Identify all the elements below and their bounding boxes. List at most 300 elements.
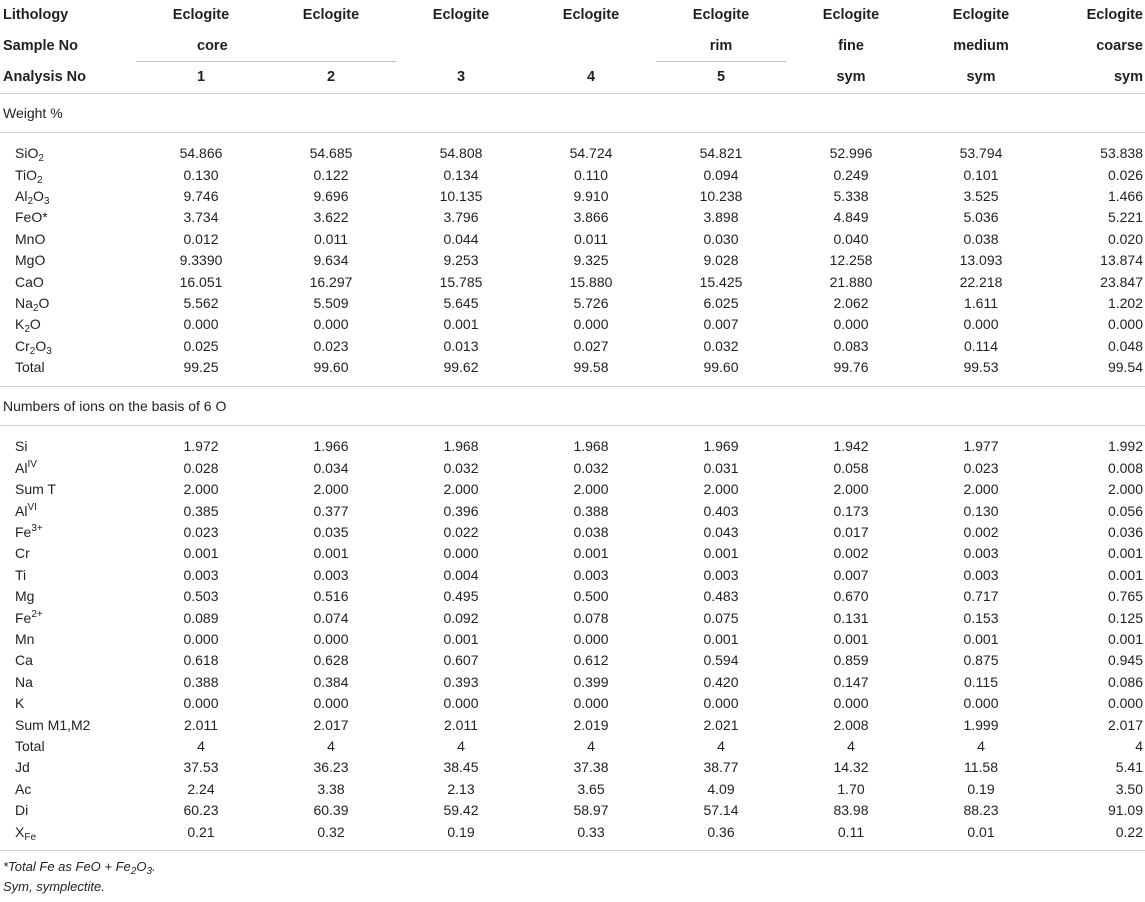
value-cell: 0.19 [447, 823, 475, 840]
value-cell: 0.089 [183, 609, 219, 626]
row-label [0, 735, 136, 756]
value-cell: 0.21 [187, 823, 215, 840]
value-cell: 0.134 [443, 166, 479, 183]
table-row [0, 479, 1145, 500]
table-row [0, 821, 1145, 842]
row-label-label: Al [15, 459, 28, 476]
value-cell: 0.001 [703, 545, 739, 562]
value-cell: 0.044 [443, 230, 479, 247]
footnote-sub: 2 [130, 866, 137, 878]
value-cell: 1.202 [1107, 294, 1143, 311]
row-label-label: Al [15, 502, 28, 519]
value-cell: 2.017 [313, 716, 349, 733]
value-cell: 0.023 [313, 337, 349, 354]
value-cell: 5.726 [573, 294, 609, 311]
value-cell: 0.147 [833, 673, 869, 690]
value-cell: 1.969 [703, 438, 739, 455]
value-cell: 4 [847, 737, 855, 754]
value-cell: 0.001 [443, 316, 479, 333]
row-label-label: Cr [15, 545, 30, 562]
value-cell: 2.011 [444, 716, 478, 733]
row-label-label: Si [15, 438, 28, 455]
value-cell: 0.026 [1107, 166, 1143, 183]
value-cell: 0.384 [313, 673, 349, 690]
value-cell: 2.24 [187, 780, 215, 797]
value-cell: 4 [197, 737, 205, 754]
value-cell: 0.040 [833, 230, 869, 247]
value-cell: 0.388 [183, 673, 219, 690]
value-cell: 9.910 [573, 187, 609, 204]
value-cell: 0.002 [833, 545, 869, 562]
value-cell: 2.000 [573, 481, 609, 498]
row-label-sup: 3+ [31, 523, 43, 535]
value-cell: 2.13 [447, 780, 475, 797]
value-cell: 15.425 [699, 273, 743, 290]
value-cell: 0.032 [703, 337, 739, 354]
value-cell: 0.500 [573, 588, 609, 605]
value-cell: 0.001 [573, 545, 609, 562]
value-cell: 0.32 [317, 823, 345, 840]
value-cell: 0.594 [703, 652, 739, 669]
value-cell: 0.078 [573, 609, 609, 626]
lithology-cell: Eclogite [172, 7, 230, 24]
row-label-label: Al [15, 187, 28, 204]
row-label-label: MnO [15, 230, 46, 247]
value-cell: 2.062 [833, 294, 869, 311]
value-cell: 0.945 [1107, 652, 1143, 669]
footnote-text: . [152, 859, 156, 875]
row-label [0, 628, 136, 649]
lithology-cell: Eclogite [562, 7, 620, 24]
footnote-text: *Total Fe as FeO + Fe [3, 859, 131, 875]
value-cell: 0.122 [313, 166, 349, 183]
table-row [0, 249, 1145, 270]
row-label [0, 479, 136, 500]
value-cell: 4 [1135, 737, 1143, 754]
ions-section-row [0, 386, 1145, 425]
table-row [0, 314, 1145, 335]
row-label-label: Ti [15, 566, 27, 583]
value-cell: 9.634 [313, 252, 349, 269]
value-cell: 2.000 [963, 481, 999, 498]
value-cell: 38.45 [443, 759, 479, 776]
value-cell: 2.000 [443, 481, 479, 498]
row-label-sub: 2 [37, 174, 43, 186]
value-cell: 1.999 [963, 716, 999, 733]
value-cell: 0.022 [443, 524, 479, 541]
row-label [0, 457, 136, 478]
footnote-sub: 3 [146, 866, 153, 878]
row-label [0, 757, 136, 778]
value-cell: 0.01 [967, 823, 995, 840]
value-cell: 2.008 [833, 716, 869, 733]
row-label-label: Ca [15, 652, 33, 669]
lithology-header-row [0, 0, 1145, 31]
row-label [0, 164, 136, 185]
row-label-label: Fe [15, 609, 32, 626]
value-cell: 0.000 [313, 631, 349, 647]
lithology-cell: Eclogite [432, 7, 490, 24]
value-cell: 99.76 [833, 359, 869, 376]
value-cell: 5.338 [833, 187, 869, 204]
value-cell: 0.020 [1107, 230, 1143, 247]
value-cell: 0.036 [1107, 524, 1143, 541]
value-cell: 13.093 [959, 252, 1003, 269]
sample-cell-core: core [136, 31, 396, 62]
value-cell: 0.032 [443, 459, 479, 476]
value-cell: 9.028 [703, 252, 739, 269]
value-cell: 0.000 [313, 316, 349, 333]
analysis-cell: 5 [656, 62, 786, 94]
table-row [0, 292, 1145, 313]
row-label-label: Na [15, 294, 33, 311]
value-cell: 3.796 [443, 209, 479, 226]
row-label-after: O [29, 316, 41, 333]
value-cell: 0.023 [183, 524, 219, 541]
value-cell: 0.859 [833, 652, 869, 669]
sample-label: Sample No [3, 38, 78, 54]
analysis-label: Analysis No [0, 62, 136, 94]
value-cell: 0.003 [183, 566, 219, 583]
value-cell: 6.025 [703, 294, 739, 311]
sample-cell-rim: rim [656, 31, 786, 62]
ions-body [0, 436, 1145, 842]
value-cell: 9.746 [183, 187, 219, 204]
value-cell: 4.849 [833, 209, 869, 226]
row-label-label: FeO* [15, 209, 48, 226]
value-cell: 9.3390 [179, 252, 223, 269]
value-cell: 0.000 [183, 631, 219, 647]
table-row [0, 564, 1145, 585]
value-cell: 0.034 [313, 459, 349, 476]
value-cell: 0.131 [833, 609, 869, 626]
value-cell: 15.880 [569, 273, 613, 290]
value-cell: 0.031 [703, 459, 739, 476]
value-cell: 0.000 [573, 695, 609, 712]
row-label [0, 543, 136, 564]
row-label [0, 799, 136, 820]
value-cell: 13.874 [1100, 252, 1143, 269]
value-cell: 0.670 [833, 588, 869, 605]
value-cell: 0.000 [1107, 316, 1143, 333]
value-cell: 16.297 [309, 273, 353, 290]
value-cell: 99.25 [183, 359, 219, 376]
value-cell: 0.393 [443, 673, 479, 690]
row-label-sub: 2 [32, 302, 39, 314]
row-label [0, 778, 136, 799]
row-label-label: TiO [15, 166, 38, 183]
value-cell: 53.838 [1100, 145, 1143, 162]
value-cell: 52.996 [829, 145, 873, 162]
value-cell: 0.023 [963, 459, 999, 476]
value-cell: 0.001 [313, 545, 349, 562]
table-row [0, 586, 1145, 607]
lithology-cell: Eclogite [302, 7, 360, 24]
value-cell: 5.036 [963, 209, 999, 226]
row-label-sup: VI [27, 501, 37, 513]
value-cell: 4 [717, 737, 725, 754]
row-label [0, 292, 136, 313]
table-row [0, 650, 1145, 671]
value-cell: 0.008 [1107, 459, 1143, 476]
analysis-header-row [0, 62, 1145, 94]
value-cell: 54.821 [699, 145, 743, 162]
ions-section-title: Numbers of ions on the basis of 6 O [0, 386, 1145, 425]
value-cell: 16.051 [179, 273, 223, 290]
value-cell: 0.030 [703, 230, 739, 247]
value-cell: 1.977 [963, 438, 999, 455]
value-cell: 22.218 [959, 273, 1003, 290]
value-cell: 0.000 [963, 695, 999, 712]
value-cell: 0.001 [1107, 545, 1143, 562]
value-cell: 3.525 [963, 187, 999, 204]
row-label-sub: 2 [27, 195, 34, 207]
value-cell: 21.880 [829, 273, 873, 290]
value-cell: 38.77 [703, 759, 739, 776]
value-cell: 2.000 [1107, 481, 1143, 498]
value-cell: 0.22 [1115, 823, 1143, 840]
value-cell: 4 [327, 737, 335, 754]
value-cell: 0.003 [963, 566, 999, 583]
row-label-sub: 2 [38, 153, 44, 165]
row-label-label: Na [15, 673, 33, 690]
value-cell: 0.717 [963, 588, 999, 605]
value-cell: 3.65 [577, 780, 605, 797]
value-cell: 37.53 [183, 759, 219, 776]
value-cell: 0.101 [963, 166, 999, 183]
row-label-label: SiO [15, 145, 39, 162]
footnote-symplectite: Sym, symplectite. [3, 879, 105, 895]
table-row [0, 271, 1145, 292]
row-label [0, 671, 136, 692]
value-cell: 53.794 [959, 145, 1003, 162]
table-row [0, 143, 1145, 164]
footnotes [0, 857, 1145, 897]
table-row [0, 228, 1145, 249]
value-cell: 99.54 [1107, 359, 1143, 376]
sample-header-row [0, 31, 1145, 62]
value-cell: 3.866 [573, 209, 609, 226]
value-cell: 0.032 [573, 459, 609, 476]
value-cell: 2.000 [183, 481, 219, 498]
value-cell: 0.043 [703, 524, 739, 541]
table-row [0, 500, 1145, 521]
value-cell: 0.038 [573, 524, 609, 541]
row-label-label: MgO [15, 252, 46, 269]
table-row [0, 185, 1145, 206]
row-label [0, 586, 136, 607]
value-cell: 0.011 [574, 230, 608, 247]
value-cell: 0.000 [183, 695, 219, 712]
value-cell: 0.618 [183, 652, 219, 669]
row-label-sub2: 3 [46, 345, 52, 357]
table-row [0, 735, 1145, 756]
row-label-label: K [15, 316, 25, 333]
table-row [0, 799, 1145, 820]
value-cell: 10.238 [699, 187, 743, 204]
value-cell: 0.765 [1107, 588, 1143, 605]
value-cell: 58.97 [573, 802, 609, 819]
value-cell: 0.001 [443, 631, 479, 647]
row-label [0, 521, 136, 542]
value-cell: 99.53 [963, 359, 999, 376]
value-cell: 0.075 [703, 609, 739, 626]
value-cell: 4 [587, 737, 595, 754]
value-cell: 9.325 [573, 252, 609, 269]
sample-cell [526, 31, 656, 62]
table-row [0, 457, 1145, 478]
value-cell: 4.09 [707, 780, 735, 797]
value-cell: 2.011 [184, 716, 218, 733]
table-row [0, 607, 1145, 628]
value-cell: 2.000 [703, 481, 739, 498]
value-cell: 0.074 [313, 609, 349, 626]
value-cell: 37.38 [573, 759, 609, 776]
value-cell: 0.000 [573, 631, 609, 647]
value-cell: 0.001 [183, 545, 219, 562]
value-cell: 2.017 [1107, 716, 1143, 733]
value-cell: 0.027 [573, 337, 609, 354]
row-label [0, 356, 136, 377]
table-row [0, 757, 1145, 778]
value-cell: 54.866 [179, 145, 223, 162]
value-cell: 0.36 [707, 823, 735, 840]
footnote-total-fe [3, 857, 1145, 877]
row-label [0, 436, 136, 457]
value-cell: 0.001 [1107, 566, 1143, 583]
row-label [0, 500, 136, 521]
row-label [0, 607, 136, 628]
analysis-cell: sym [1046, 62, 1145, 94]
lithology-label: Lithology [3, 7, 69, 24]
value-cell: 0.001 [963, 631, 999, 647]
row-label-sub2: 3 [43, 195, 50, 207]
row-label [0, 185, 136, 206]
value-cell: 23.847 [1100, 273, 1143, 290]
analysis-cell: 3 [396, 62, 526, 94]
row-label-sup: IV [27, 458, 37, 470]
value-cell: 0.007 [833, 566, 869, 583]
value-cell: 54.724 [569, 145, 613, 162]
analysis-cell: 2 [266, 62, 396, 94]
value-cell: 15.785 [439, 273, 483, 290]
value-cell: 99.62 [443, 359, 479, 376]
value-cell: 0.33 [577, 823, 605, 840]
value-cell: 0.612 [573, 652, 609, 669]
value-cell: 0.249 [833, 166, 869, 183]
value-cell: 2.000 [313, 481, 349, 498]
value-cell: 0.003 [313, 566, 349, 583]
table-row [0, 335, 1145, 356]
row-label [0, 228, 136, 249]
lithology-cell: Eclogite [1086, 7, 1143, 24]
value-cell: 99.60 [703, 359, 739, 376]
weight-section-title: Weight % [0, 93, 1145, 132]
row-label-label: X [15, 823, 25, 840]
table-row [0, 714, 1145, 735]
value-cell: 3.50 [1115, 780, 1143, 797]
value-cell: 9.253 [443, 252, 479, 269]
value-cell: 0.483 [703, 588, 739, 605]
value-cell: 0.503 [183, 588, 219, 605]
row-label [0, 650, 136, 671]
table-row [0, 692, 1145, 713]
value-cell: 0.173 [833, 502, 869, 519]
row-label-sup: 2+ [31, 608, 43, 620]
value-cell: 0.000 [313, 695, 349, 712]
row-label-label: Sum M1,M2 [15, 716, 91, 733]
value-cell: 0.000 [183, 316, 219, 333]
value-cell: 0.038 [963, 230, 999, 247]
value-cell: 9.696 [313, 187, 349, 204]
value-cell: 0.495 [443, 588, 479, 605]
value-cell: 57.14 [703, 802, 739, 819]
row-label [0, 692, 136, 713]
row-label [0, 271, 136, 292]
value-cell: 0.017 [833, 524, 869, 541]
value-cell: 0.399 [573, 673, 609, 690]
value-cell: 0.003 [963, 545, 999, 562]
lithology-cell: Eclogite [692, 7, 750, 24]
value-cell: 54.808 [439, 145, 483, 162]
row-label-label: Total [15, 359, 45, 376]
value-cell: 5.509 [313, 294, 349, 311]
sample-cell-fine: fine [838, 38, 864, 54]
value-cell: 0.000 [963, 316, 999, 333]
value-cell: 0.094 [703, 166, 739, 183]
value-cell: 0.607 [443, 652, 479, 669]
value-cell: 0.001 [833, 631, 869, 647]
value-cell: 5.221 [1107, 209, 1143, 226]
value-cell: 60.23 [183, 802, 219, 819]
row-label-sub: Fe [24, 831, 37, 843]
value-cell: 0.001 [1107, 631, 1143, 647]
row-label-after: O [38, 294, 50, 311]
row-label-label: Jd [15, 759, 30, 776]
value-cell: 1.70 [837, 780, 865, 797]
value-cell: 0.007 [703, 316, 739, 333]
weight-section-row [0, 93, 1145, 132]
value-cell: 14.32 [833, 759, 869, 776]
row-label-label: Mg [15, 588, 35, 605]
table-row [0, 628, 1145, 649]
row-label-label: Mn [15, 631, 35, 647]
lithology-cell: Eclogite [952, 7, 1010, 24]
value-cell: 0.377 [313, 502, 349, 519]
value-cell: 0.420 [703, 673, 739, 690]
value-cell: 91.09 [1107, 802, 1143, 819]
value-cell: 0.083 [833, 337, 869, 354]
value-cell: 1.968 [443, 438, 479, 455]
value-cell: 0.035 [313, 524, 349, 541]
value-cell: 0.000 [443, 545, 479, 562]
value-cell: 99.58 [573, 359, 609, 376]
value-cell: 1.972 [183, 438, 219, 455]
footnote-text: O [136, 859, 147, 875]
row-label-label: Sum T [15, 481, 56, 498]
value-cell: 1.466 [1107, 187, 1143, 204]
value-cell: 2.000 [833, 481, 869, 498]
analysis-cell: sym [786, 62, 916, 94]
value-cell: 0.004 [443, 566, 479, 583]
value-cell: 60.39 [313, 802, 349, 819]
value-cell: 1.966 [313, 438, 349, 455]
value-cell: 0.013 [443, 337, 479, 354]
value-cell: 3.734 [183, 209, 219, 226]
row-label-label: Di [15, 802, 29, 819]
value-cell: 36.23 [313, 759, 349, 776]
row-label [0, 249, 136, 270]
